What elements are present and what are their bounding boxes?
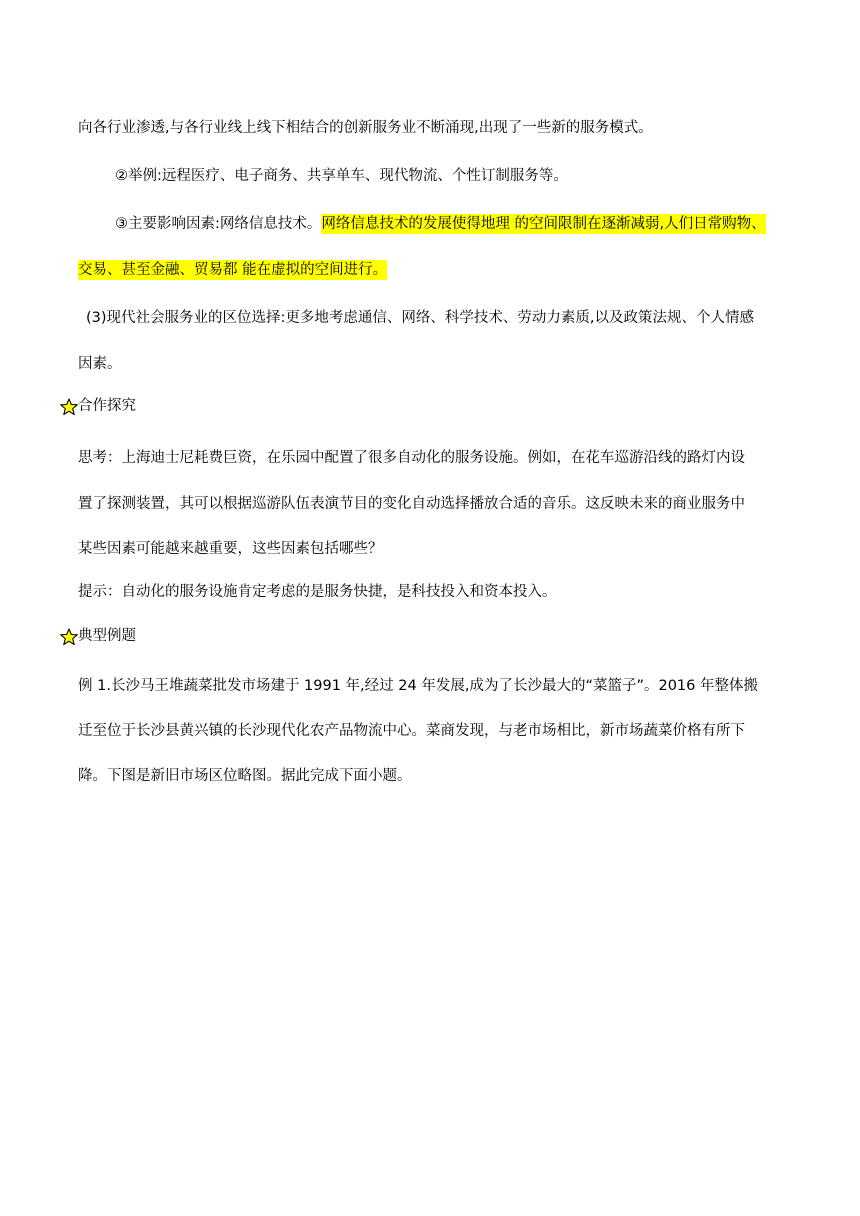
section-title: 合作探究 — [78, 398, 136, 414]
star-icon — [60, 398, 78, 416]
section-heading-explore — [60, 392, 136, 416]
paragraph-line: 某些因素可能越来越重要，这些因素包括哪些？ — [78, 541, 383, 557]
paragraph-line: 提示：自动化的服务设施肯定考虑的是服务快捷，是科技投入和资本投入。 — [78, 584, 557, 600]
paragraph-line: 思考：上海迪士尼耗费巨资，在乐园中配置了很多自动化的服务设施。例如，在花车巡游沿线的路灯内设 — [78, 450, 745, 466]
highlighted-line — [78, 260, 790, 280]
section-heading-example — [60, 622, 136, 646]
paragraph-line: 因素。 — [78, 356, 122, 372]
star-icon — [60, 628, 78, 646]
paragraph-line: 迁至位于长沙县黄兴镇的长沙现代化农产品物流中心。菜商发现，与老市场相比，新市场蔬菜价格有所下 — [78, 723, 745, 739]
section-title: 典型例题 — [78, 628, 136, 644]
highlighted-text: 网络信息技术的发展使得地理 的空间限制在逐渐减弱,人们日常购物、 — [321, 214, 765, 234]
paragraph-line: 置了探测装置，其可以根据巡游队伍表演节目的变化自动选择播放合适的音乐。这反映未来的商业服务中 — [78, 496, 745, 512]
paragraph-line: 例 1.长沙马王堆蔬菜批发市场建于 1991 年,经过 24 年发展,成为了长沙最大的“菜篮子”。2016 年整体搬 — [78, 678, 758, 694]
highlighted-text: 交易、甚至金融、贸易都 能在虚拟的空间进行。 — [78, 260, 387, 280]
paragraph-line: 向各行业渗透,与各行业线上线下相结合的创新服务业不断涌现,出现了一些新的服务模式。 — [78, 120, 653, 136]
list-item-example: ②举例:远程医疗、电子商务、共享单车、现代物流、个性订制服务等。 — [115, 168, 568, 184]
paragraph-line: 降。下图是新旧市场区位略图。据此完成下面小题。 — [78, 768, 412, 784]
list-item-factor — [115, 214, 795, 234]
paragraph-line: (3)现代社会服务业的区位选择:更多地考虑通信、网络、科学技术、劳动力素质,以及政策法规、个人情感 — [86, 310, 755, 326]
factor-lead-text: ③主要影响因素:网络信息技术。 — [115, 216, 322, 232]
